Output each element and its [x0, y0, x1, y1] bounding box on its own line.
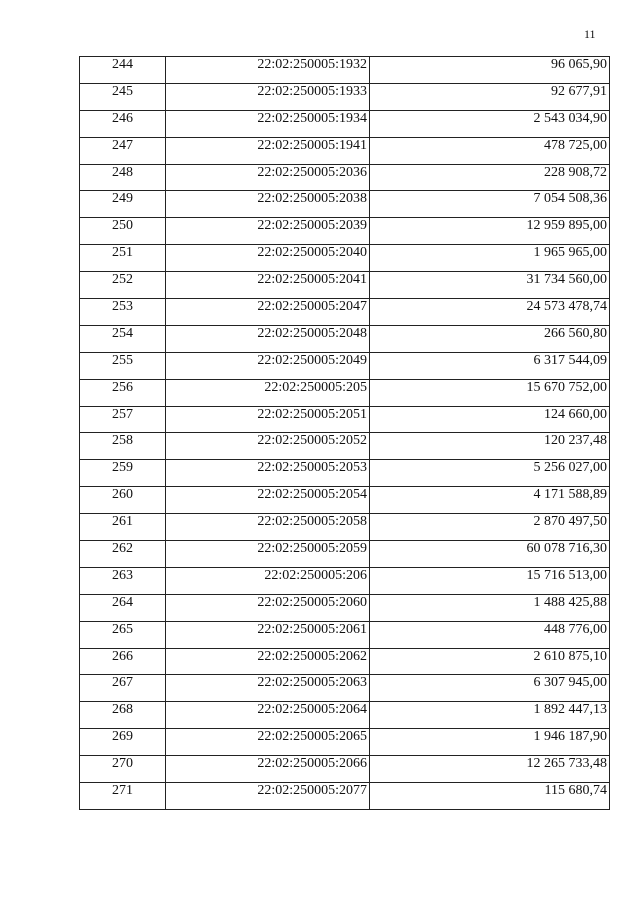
table-row: [80, 218, 610, 245]
row-number-cell: 258: [80, 433, 166, 460]
table-row: [80, 191, 610, 218]
table-row: [80, 137, 610, 164]
value-cell: 15 670 752,00: [370, 379, 610, 406]
value-cell: 115 680,74: [370, 783, 610, 810]
value-cell: 478 725,00: [370, 137, 610, 164]
cadastral-number-cell: 22:02:250005:2041: [166, 272, 370, 299]
value-cell: 2 543 034,90: [370, 110, 610, 137]
row-number-cell: 253: [80, 299, 166, 326]
value-cell: 60 078 716,30: [370, 541, 610, 568]
cadastral-number-cell: 22:02:250005:1933: [166, 83, 370, 110]
row-number-cell: 265: [80, 621, 166, 648]
row-number-cell: 247: [80, 137, 166, 164]
value-cell: 228 908,72: [370, 164, 610, 191]
table-row: [80, 379, 610, 406]
value-cell: 24 573 478,74: [370, 299, 610, 326]
cadastral-number-cell: 22:02:250005:2038: [166, 191, 370, 218]
value-cell: 2 610 875,10: [370, 648, 610, 675]
table-row: [80, 272, 610, 299]
cadastral-number-cell: 22:02:250005:2053: [166, 460, 370, 487]
cadastral-number-cell: 22:02:250005:2047: [166, 299, 370, 326]
row-number-cell: 268: [80, 702, 166, 729]
row-number-cell: 264: [80, 594, 166, 621]
value-cell: 448 776,00: [370, 621, 610, 648]
value-cell: 266 560,80: [370, 325, 610, 352]
table-row: [80, 541, 610, 568]
row-number-cell: 249: [80, 191, 166, 218]
table-row: [80, 756, 610, 783]
row-number-cell: 259: [80, 460, 166, 487]
cadastral-number-cell: 22:02:250005:2077: [166, 783, 370, 810]
row-number-cell: 270: [80, 756, 166, 783]
value-cell: 6 317 544,09: [370, 352, 610, 379]
value-cell: 7 054 508,36: [370, 191, 610, 218]
row-number-cell: 245: [80, 83, 166, 110]
table-row: [80, 729, 610, 756]
table-row: [80, 675, 610, 702]
row-number-cell: 256: [80, 379, 166, 406]
row-number-cell: 267: [80, 675, 166, 702]
cadastral-number-cell: 22:02:250005:2052: [166, 433, 370, 460]
value-cell: 124 660,00: [370, 406, 610, 433]
cadastral-number-cell: 22:02:250005:2049: [166, 352, 370, 379]
value-cell: 12 959 895,00: [370, 218, 610, 245]
value-cell: 1 892 447,13: [370, 702, 610, 729]
row-number-cell: 266: [80, 648, 166, 675]
row-number-cell: 262: [80, 541, 166, 568]
value-cell: 12 265 733,48: [370, 756, 610, 783]
table-row: [80, 702, 610, 729]
table-row: [80, 648, 610, 675]
row-number-cell: 248: [80, 164, 166, 191]
cadastral-number-cell: 22:02:250005:1934: [166, 110, 370, 137]
table-row: [80, 164, 610, 191]
value-cell: 6 307 945,00: [370, 675, 610, 702]
cadastral-number-cell: 22:02:250005:205: [166, 379, 370, 406]
row-number-cell: 252: [80, 272, 166, 299]
cadastral-number-cell: 22:02:250005:2051: [166, 406, 370, 433]
cadastral-number-cell: 22:02:250005:2036: [166, 164, 370, 191]
table-row: [80, 460, 610, 487]
value-cell: 15 716 513,00: [370, 567, 610, 594]
cadastral-number-cell: 22:02:250005:2065: [166, 729, 370, 756]
row-number-cell: 269: [80, 729, 166, 756]
row-number-cell: 250: [80, 218, 166, 245]
row-number-cell: 254: [80, 325, 166, 352]
table-row: [80, 487, 610, 514]
table-row: [80, 783, 610, 810]
cadastral-number-cell: 22:02:250005:2060: [166, 594, 370, 621]
row-number-cell: 257: [80, 406, 166, 433]
cadastral-number-cell: 22:02:250005:1932: [166, 57, 370, 84]
table-row: [80, 83, 610, 110]
cadastral-number-cell: 22:02:250005:2048: [166, 325, 370, 352]
table-row: [80, 110, 610, 137]
table-row: [80, 567, 610, 594]
cadastral-number-cell: 22:02:250005:206: [166, 567, 370, 594]
value-cell: 4 171 588,89: [370, 487, 610, 514]
cadastral-number-cell: 22:02:250005:2040: [166, 245, 370, 272]
value-cell: 96 065,90: [370, 57, 610, 84]
row-number-cell: 246: [80, 110, 166, 137]
row-number-cell: 244: [80, 57, 166, 84]
table-row: [80, 514, 610, 541]
cadastral-number-cell: 22:02:250005:2054: [166, 487, 370, 514]
row-number-cell: 251: [80, 245, 166, 272]
cadastral-number-cell: 22:02:250005:2066: [166, 756, 370, 783]
row-number-cell: 260: [80, 487, 166, 514]
value-cell: 5 256 027,00: [370, 460, 610, 487]
cadastral-number-cell: 22:02:250005:1941: [166, 137, 370, 164]
table-body: [80, 57, 610, 810]
cadastral-number-cell: 22:02:250005:2064: [166, 702, 370, 729]
page-number: 11: [584, 27, 596, 41]
value-cell: 120 237,48: [370, 433, 610, 460]
value-cell: 31 734 560,00: [370, 272, 610, 299]
table-row: [80, 433, 610, 460]
row-number-cell: 263: [80, 567, 166, 594]
row-number-cell: 261: [80, 514, 166, 541]
table-row: [80, 406, 610, 433]
table-row: [80, 594, 610, 621]
value-cell: 1 965 965,00: [370, 245, 610, 272]
cadastral-number-cell: 22:02:250005:2062: [166, 648, 370, 675]
table-row: [80, 299, 610, 326]
cadastral-number-cell: 22:02:250005:2061: [166, 621, 370, 648]
table-row: [80, 57, 610, 84]
cadastral-number-cell: 22:02:250005:2058: [166, 514, 370, 541]
cadastral-number-cell: 22:02:250005:2059: [166, 541, 370, 568]
value-cell: 1 946 187,90: [370, 729, 610, 756]
value-cell: 2 870 497,50: [370, 514, 610, 541]
table-row: [80, 245, 610, 272]
cadastral-number-cell: 22:02:250005:2039: [166, 218, 370, 245]
row-number-cell: 271: [80, 783, 166, 810]
table-row: [80, 352, 610, 379]
row-number-cell: 255: [80, 352, 166, 379]
cadastral-number-cell: 22:02:250005:2063: [166, 675, 370, 702]
table-row: [80, 325, 610, 352]
registry-table: [79, 56, 610, 810]
value-cell: 92 677,91: [370, 83, 610, 110]
table-row: [80, 621, 610, 648]
value-cell: 1 488 425,88: [370, 594, 610, 621]
